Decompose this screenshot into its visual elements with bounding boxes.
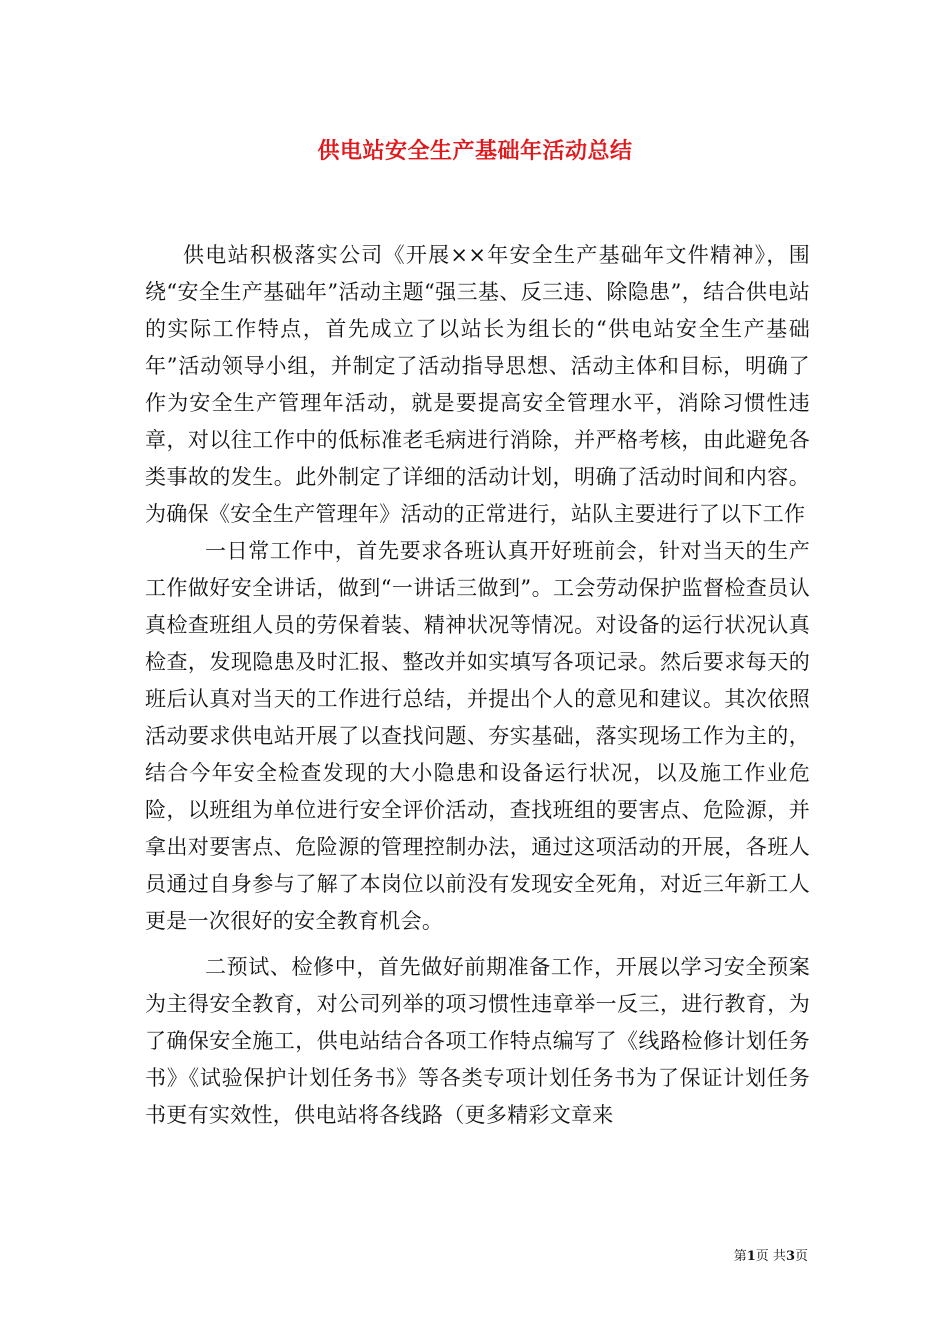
footer-middle: 页 共 <box>755 1249 786 1264</box>
document-body <box>145 237 810 1134</box>
paragraph-maintenance: 二预试、检修中，首先做好前期准备工作，开展以学习安全预案为主得安全教育，对公司列举的项习惯性违章举一反三，进行教育，为了确保安全施工，供电站结合各项工作特点编写了《线路检修计划任务书》《试验保护计划任务书》等各类专项计划任务书为了保证计划任务书更有实效性，供电站将各线路（更多精彩文章来 <box>145 955 810 1127</box>
page-title: 供电站安全生产基础年活动总结 <box>317 138 633 164</box>
footer-total-pages: 3 <box>785 1249 795 1264</box>
footer-prefix: 第 <box>733 1249 747 1264</box>
paragraph-intro: 供电站积极落实公司《开展××年安全生产基础年文件精神》，围绕“安全生产基础年”活动主题“强三基、反三违、除隐患”，结合供电站的实际工作特点，首先成立了以站长为组长的“供电站安全生产基础年”活动领导小组，并制定了活动指导思想、活动主体和目标，明确了作为安全生产管理年活动，就是要提高安全管理水平，消除习惯性违章，对以往工作中的低标准老毛病进行消除，并严格考核，由此避免各类事故的发生。此外制定了详细的活动计划，明确了活动时间和内容。为确保《安全生产管理年》活动的正常进行，站队主要进行了以下工作 <box>145 243 810 526</box>
page-footer <box>734 1245 808 1264</box>
paragraph-daily-work: 一日常工作中，首先要求各班认真开好班前会，针对当天的生产工作做好安全讲话，做到“一讲话三做到”。工会劳动保护监督检查员认真检查班组人员的劳保着装、精神状况等情况。对设备的运行状况认真检查，发现隐患及时汇报、整改并如实填写各项记录。然后要求每天的班后认真对当天的工作进行总结，并提出个人的意见和建议。其次依照活动要求供电站开展了以查找问题、夯实基础，落实现场工作为主的，结合今年安全检查发现的大小隐患和设备运行状况，以及施工作业危险，以班组为单位进行安全评价活动，查找班组的要害点、危险源，并拿出对要害点、危险源的管理控制办法，通过这项活动的开展，各班人员通过自身参与了解了本岗位以前没有发现安全死角，对近三年新工人更是一次很好的安全教育机会。 <box>145 539 810 933</box>
footer-suffix: 页 <box>794 1249 808 1264</box>
footer-page-number: 1 <box>746 1249 756 1264</box>
